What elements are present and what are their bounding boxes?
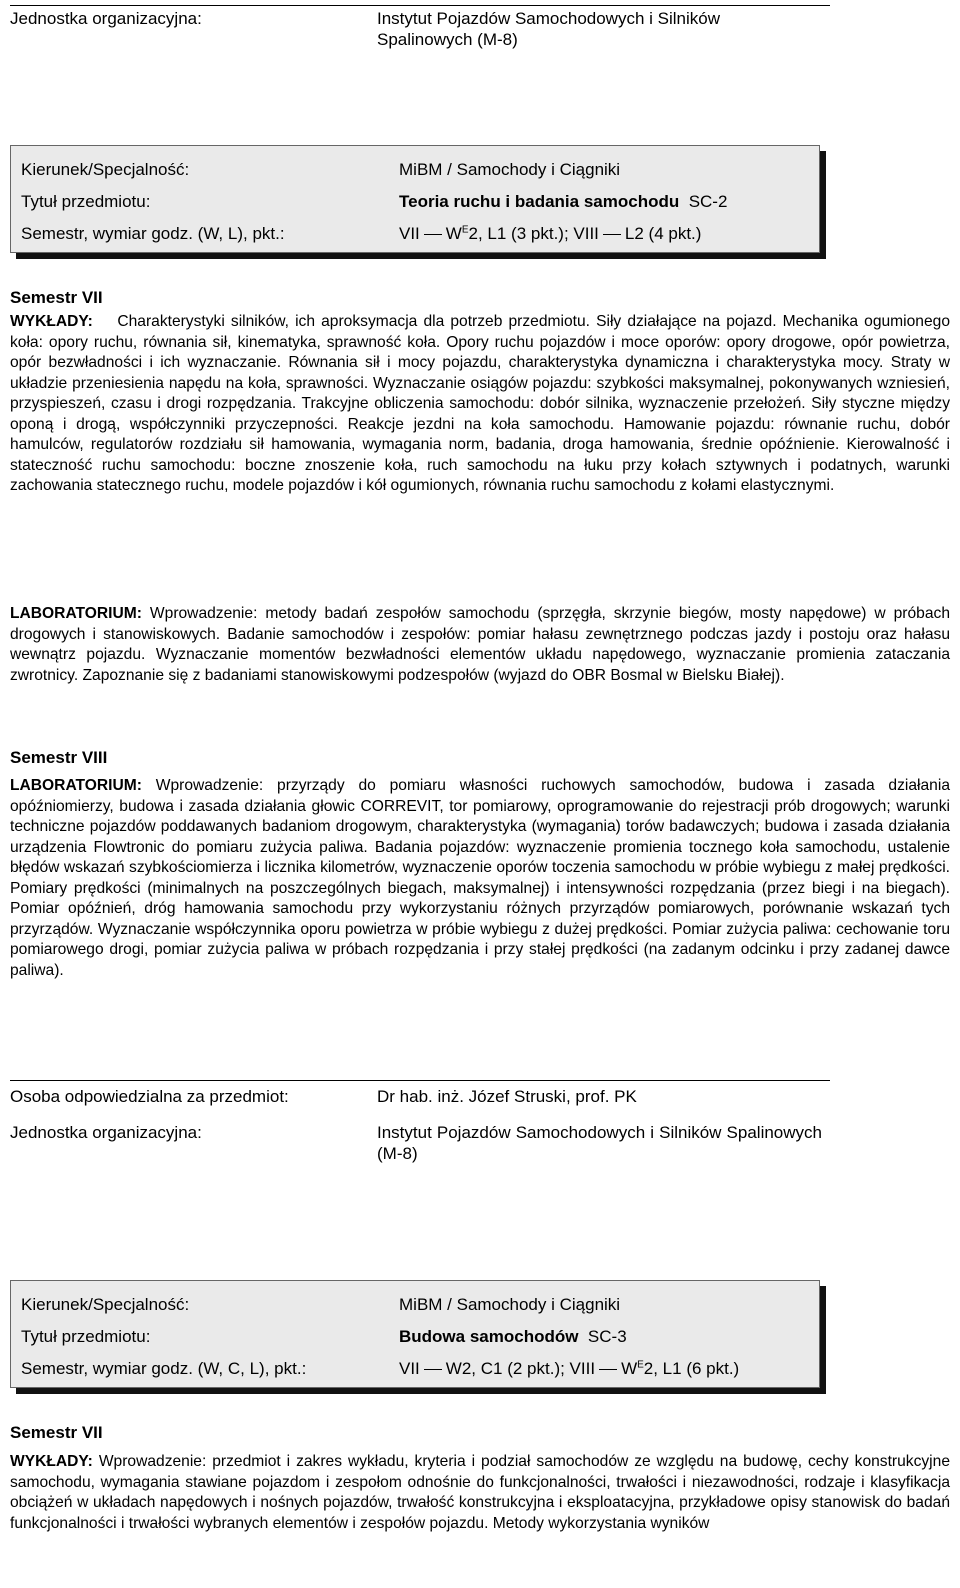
org-unit-label: Jednostka organizacyjna:: [10, 1123, 202, 1142]
lectures-lead: WYKŁADY:: [10, 313, 93, 330]
semestr-label: Semestr, wymiar godz. (W, L), pkt.:: [21, 224, 285, 243]
sem-c: W: [621, 1359, 638, 1378]
responsible-value: Dr hab. inż. Józef Struski, prof. PK: [377, 1087, 637, 1106]
dash: [603, 234, 621, 235]
sem-b: W2, C1 (2 pkt.); VIII: [445, 1359, 596, 1378]
semestr-value: [399, 224, 701, 244]
lectures-text: Charakterystyki silników, ich aproksymacja dla potrzeb przedmiotu. Siły działające na pojazd. Mechanika ogumionego koła: opory ruchu, równania sił, kinematyka, sprawność koła. Opory ruchu pojazdów i moce oporów: opory drogowe, opór powietrza, opór bezwładności i ich wyznaczanie. Równania sił i mocy pojazdu, charakterystyka dynamiczna i charakterystyka mocy. Straty w układzie przeniesienia napędu na koła, sprawności. Wyznaczanie osiągów pojazdu: szybkości maksymalnej, pokonywanych wzniesień, przyspieszeń, czasu i drogi rozpędzania. Trakcyjne obliczenia samochodu: dobór silnika, wyznaczenie przełożeń. Siły styczne między oponą i drogą, współczynniki przyczepności. Reakcje jezdni na koła samochodu. Hamowanie pojazdu: równanie ruchu, dobór hamulców, regulatorów rozdziału sił hamowania, wymagania norm, badania, droga hamowania, średnie opóźnienie. Kierowalność i stateczność ruchu samochodu: boczne znoszenie koła, ruch samochodu na łuku przy kołach sztywnych i podatnych, warunki zachowania statecznego ruchu, modele pojazdów i kół ogumionych, równania ruchu samochodu z kołami elastycznymi.: [10, 313, 950, 494]
sem-d: L2 (4 pkt.): [624, 224, 702, 243]
top-rule: [10, 5, 830, 6]
dash: [599, 1369, 617, 1370]
kierunek-value: MiBM / Samochody i Ciągniki: [399, 1295, 621, 1314]
course-info-box-1: [10, 145, 820, 253]
lectures-lead: WYKŁADY:: [10, 1453, 93, 1470]
sem-b-sup: E: [461, 224, 469, 236]
tytul-label: Tytuł przedmiotu:: [21, 192, 151, 211]
sem7-lab: [10, 604, 950, 686]
dash: [424, 234, 442, 235]
course-title: Teoria ruchu i badania samochodu: [399, 192, 680, 211]
sem8-lab: [10, 776, 950, 981]
sem-a: VII: [399, 224, 420, 243]
lab-lead: LABORATORIUM:: [10, 777, 142, 794]
lab-text: Wprowadzenie: przyrządy do pomiaru własności ruchowych samochodów, budowa i zasada działania opóźniomierzy, budowa i zasada działania głowic CORREVIT, tor pomiarowy, oprogramowanie do rejestracji prób drogowych; warunki techniczne pojazdów poddawanych badaniom drogowym, charakterystyka (wymagania) torów badawczych; budowa i zasada działania urządzenia Flowtronic do pomiaru zużycia paliwa. Badania pojazdów: wyznaczenie promienia tocznego koła samochodu, ustalenie błędów wskazań szybkościomierza i licznika kilometrów, wyznaczenie oporów toczenia samochodu w próbie wybiegu z małej prędkości. Pomiary prędkości (minimalnych na poszczególnych biegach, maksymalnej) i intensywności rozpędzania (przez biegi i na biegach). Pomiar opóźnień, dróg hamowania samochodu przy wykorzystaniu różnych przyrządów pomiarowych, porównanie wskazań tych przyrządów. Wyznaczanie współczynnika oporu powietrza w próbie wybiegu z dużej prędkości. Pomiar zużycia paliwa: cechowanie toru pomiarowego drogi, pomiar zużycia paliwa w próbach rozpędzania i przy stałej prędkości (na zadanym odcinku i przy zadanej dawce paliwa).: [10, 777, 950, 979]
lab-text: Wprowadzenie: metody badań zespołów samochodu (sprzęgła, skrzynie biegów, mosty napędowe) w próbach drogowych i stanowiskowych. Badanie samochodów i zespołów: pomiar hałasu zewnętrznego podczas jazdy i postoju oraz hałasu wewnątrz pojazdu. Wyznaczanie momentów bezwładności elementów układu napędowego, wyznaczanie promienia zataczania zwrotnicy. Zapoznanie się z badaniami stanowiskowymi podzespołów (wyjazd do OBR Bosmal w Bielsku Białej).: [10, 605, 950, 684]
course-title: Budowa samochodów: [399, 1327, 579, 1346]
tytul-value-row: [399, 1327, 627, 1347]
sem-a: VII: [399, 1359, 420, 1378]
semester-7-heading-2: Semestr VII: [10, 1423, 103, 1442]
semestr-value: [399, 1359, 739, 1379]
semester-7-heading: Semestr VII: [10, 288, 103, 307]
org-unit-value: Instytut Pojazdów Samochodowych i Silników Spalinowych (M-8): [377, 9, 720, 49]
sem-c: 2, L1 (3 pkt.); VIII: [468, 224, 599, 243]
tytul-label: Tytuł przedmiotu:: [21, 1327, 151, 1346]
responsible-label: Osoba odpowiedzialna za przedmiot:: [10, 1087, 289, 1106]
sem-b: W: [445, 224, 462, 243]
sem-d: 2, L1 (6 pkt.): [643, 1359, 740, 1378]
kierunek-label: Kierunek/Specjalność:: [21, 1295, 190, 1314]
course-code: SC-2: [688, 192, 728, 211]
lab-lead: LABORATORIUM:: [10, 605, 142, 622]
kierunek-label: Kierunek/Specjalność:: [21, 160, 190, 179]
sem7-lectures: [10, 312, 950, 497]
course-info-box-2: [10, 1280, 820, 1388]
semester-8-heading: Semestr VIII: [10, 748, 108, 767]
lectures-text: Wprowadzenie: przedmiot i zakres wykładu, kryteria i podział samochodów ze względu na budowę, cechy konstrukcyjne samochodu, wymagania stawiane pojazdom i zespołom odnośnie do funkcjonalności, trwałości i niezawodności, rodzaje i klasyfikacja obciążeń w układach napędowych i nośnych pojazdów, trwałość konstrukcyjna i eksploatacyjna, przykładowe opisy stanowisk do badań funkcjonalności i trwałości wybranych elementów i zespołów pojazdu. Metody wykorzystania wyników: [10, 1453, 950, 1532]
sem7b-lectures: [10, 1452, 950, 1534]
kierunek-value: MiBM / Samochody i Ciągniki: [399, 160, 621, 179]
tytul-value-row: [399, 192, 727, 212]
course-code: SC-3: [587, 1327, 627, 1346]
dash: [424, 1369, 442, 1370]
org-unit-value: Instytut Pojazdów Samochodowych i Silników Spalinowych (M-8): [377, 1123, 822, 1163]
footer-rule: [10, 1080, 830, 1081]
semestr-label: Semestr, wymiar godz. (W, C, L), pkt.:: [21, 1359, 307, 1378]
sem-c-sup: E: [637, 1359, 644, 1371]
org-unit-label: Jednostka organizacyjna:: [10, 9, 202, 28]
